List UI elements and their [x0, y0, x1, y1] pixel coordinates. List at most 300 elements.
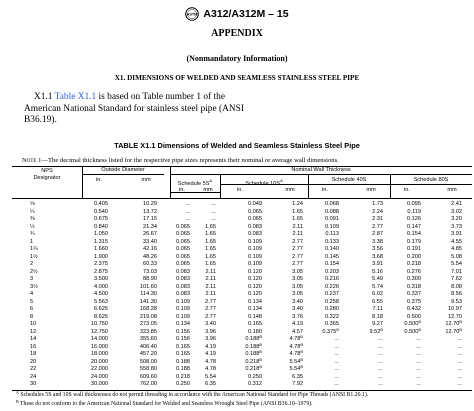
cell-value: 5.54	[205, 373, 216, 380]
cell-value: 22.000	[90, 366, 108, 372]
cell-value: 3.76	[292, 313, 303, 320]
cell-od-in	[94, 231, 108, 239]
cell-value: 762.00	[139, 381, 157, 387]
cell-nps	[30, 351, 36, 359]
table-row	[0, 326, 474, 337]
cell-value: 0.154	[325, 261, 339, 267]
cell-value: ...	[457, 373, 462, 380]
cell-value: 3.40	[292, 306, 303, 312]
table-row	[0, 366, 474, 374]
cell-s10-mm	[292, 314, 303, 322]
cell-s40-mm	[378, 344, 383, 352]
cell-value: 355.60	[139, 336, 157, 342]
cell-s40-mm	[378, 366, 383, 374]
cell-value: 0.200	[407, 253, 421, 260]
table-header-bottom-rule	[12, 198, 472, 199]
cell-s5-mm	[205, 306, 216, 314]
cell-value: 0.120	[248, 291, 262, 297]
cell-value: ...	[334, 343, 339, 350]
cell-s5-mm	[205, 374, 216, 382]
cell-value: 0.134	[176, 321, 190, 327]
cell-value: 42.16	[143, 246, 157, 252]
cell-s80-in	[404, 326, 421, 337]
cell-s80-mm	[457, 366, 462, 374]
cell-s80-in	[416, 359, 421, 367]
cell-value: 2.77	[292, 261, 303, 267]
cell-od-in	[94, 269, 108, 277]
cell-value: 3.56	[372, 246, 383, 252]
header-divider-5	[390, 174, 391, 198]
cell-value: 10.750	[90, 321, 108, 327]
table-row	[0, 374, 474, 382]
cell-value: 3.91	[451, 231, 462, 237]
paragraph-line2: American National Standard for stainless steel pipe (ANSI	[24, 103, 244, 114]
cell-s40-in	[325, 231, 339, 239]
cell-s10-mm	[292, 321, 303, 329]
cell-value: 2.77	[205, 306, 216, 312]
cell-value: 0.109	[248, 253, 262, 260]
cell-value: 0.191	[407, 246, 421, 252]
cell-s40-mm	[372, 299, 383, 307]
cell-value: 0.083	[248, 231, 262, 237]
cell-value: ...	[378, 343, 383, 350]
cell-od-mm	[140, 336, 157, 344]
cell-value: 2.11	[292, 231, 303, 237]
cell-value: 4	[30, 291, 34, 297]
cell-value: 6.55	[372, 298, 383, 305]
footnote-ref: B	[259, 341, 262, 347]
cell-value: 0.065	[176, 261, 190, 267]
cell-s10-mm	[292, 239, 303, 247]
cell-value: 0.120	[248, 268, 262, 275]
cell-s40-mm	[372, 224, 383, 232]
cell-value: 6.35	[292, 373, 303, 380]
cell-value: 0.165	[176, 343, 190, 350]
cell-s40-mm	[372, 239, 383, 247]
cell-nps	[30, 374, 36, 382]
cell-s5-mm	[205, 329, 216, 337]
cell-value: 6.625	[94, 306, 108, 312]
table-row	[0, 231, 474, 239]
cell-s5-in	[176, 284, 190, 292]
footnote-ref: B	[259, 334, 262, 339]
cell-s5-in	[176, 231, 190, 239]
cell-s40-mm	[378, 351, 383, 359]
cell-s10-mm	[293, 231, 303, 239]
cell-value: 5.08	[451, 253, 462, 260]
cell-value: 0.109	[176, 306, 190, 312]
cell-value: 3.02	[451, 208, 462, 215]
header-divider-4	[308, 174, 309, 198]
cell-value: 17.15	[143, 216, 157, 222]
cell-s80-mm	[451, 246, 462, 254]
cell-s40-mm	[378, 359, 383, 367]
cell-s40-in	[334, 336, 339, 344]
cell-value: 0.156	[176, 328, 190, 335]
cell-value: 0.500	[404, 321, 419, 327]
table-row	[0, 216, 474, 224]
cell-value: 0.065	[248, 216, 262, 222]
cell-value: 3.96	[205, 336, 216, 342]
cell-s10-in	[248, 269, 262, 277]
cell-value: 4.78	[205, 358, 216, 365]
cell-s80-in	[416, 366, 421, 374]
cell-value: 8	[30, 313, 34, 320]
cell-s10-mm	[292, 246, 303, 254]
footnote-a	[16, 392, 368, 398]
cell-nps	[30, 216, 35, 224]
cell-value: ...	[334, 358, 339, 365]
cell-nps	[30, 284, 38, 292]
cell-s80-in	[407, 284, 421, 292]
cell-value: ¼	[30, 208, 35, 215]
cell-value: 0.109	[248, 246, 262, 252]
cell-value: 4.57	[292, 328, 303, 335]
cell-s40-in	[334, 344, 339, 352]
cell-s40-in	[325, 299, 339, 307]
cell-value: 0.120	[248, 276, 262, 282]
cell-value: 2.77	[292, 253, 303, 260]
cell-s80-in	[416, 351, 421, 359]
unit-s40-mm: mm	[366, 187, 376, 193]
cell-value: 3.20	[451, 216, 462, 222]
cell-value: 18	[30, 351, 37, 357]
cell-nps	[30, 291, 33, 299]
cell-value: 1.65	[205, 261, 216, 267]
cell-value: 4.19	[292, 321, 303, 327]
cell-s40-mm	[372, 231, 383, 239]
cell-value: 2½	[30, 268, 38, 275]
cell-s5-in	[176, 336, 190, 344]
cell-value: 0.133	[325, 238, 339, 245]
cell-value: ...	[378, 336, 383, 342]
cell-value: 0.258	[325, 298, 339, 305]
cell-od-mm	[143, 209, 157, 217]
cell-value: 3.500	[94, 276, 108, 282]
cell-s10-in	[245, 366, 262, 374]
cell-value: 0.156	[176, 336, 190, 342]
cell-value: 4.78	[289, 336, 301, 342]
cell-value: 0.083	[176, 276, 190, 282]
cell-s80-mm	[457, 359, 462, 367]
cell-s5-mm	[205, 366, 216, 374]
cell-value: 0.126	[407, 216, 421, 222]
cell-value: 0.134	[248, 306, 262, 312]
unit-s5-mm: mm	[203, 187, 213, 193]
cell-od-in	[94, 209, 108, 217]
cell-s80-in	[407, 306, 421, 314]
cell-value: 0.083	[248, 223, 262, 230]
cell-od-in	[91, 351, 108, 359]
cell-s80-mm	[451, 209, 462, 217]
footnote-ref: B	[418, 326, 421, 332]
cell-value: 4.55	[451, 238, 462, 245]
header-schedule-80s: Schedule 80S	[413, 177, 449, 183]
cell-s40-in	[334, 366, 339, 374]
cell-s5-mm	[206, 284, 216, 292]
cell-value: 6.02	[372, 291, 383, 297]
cell-s40-mm	[372, 246, 383, 254]
paragraph-line1-text: is based on Table number 1 of the	[96, 92, 226, 102]
cell-value: 4.78	[289, 351, 301, 357]
table-x1-1-link[interactable]: Table X1.1	[54, 92, 97, 102]
cell-value: 1.65	[205, 231, 216, 237]
cell-value: 21.34	[143, 223, 157, 230]
nonmandatory-subtitle: (Nonmandatory Information)	[186, 54, 288, 63]
cell-value: 0.083	[176, 291, 190, 297]
cell-nps	[30, 224, 35, 232]
cell-value: 0.109	[325, 223, 339, 230]
cell-value: 0.068	[325, 201, 339, 207]
cell-od-mm	[143, 246, 157, 254]
cell-s40-mm	[372, 216, 383, 224]
cell-value: 14	[30, 336, 37, 342]
cell-value: 0.218	[245, 366, 260, 372]
cell-s40-in	[322, 326, 339, 337]
cell-value: 10.29	[143, 201, 157, 207]
cell-s80-in	[416, 336, 421, 344]
cell-value: 0.218	[407, 261, 421, 267]
table-row	[0, 291, 474, 299]
cell-value: 5.49	[372, 276, 383, 282]
cell-value: 0.095	[407, 201, 421, 207]
cell-value: 30.000	[90, 381, 108, 387]
cell-s40-mm	[372, 254, 383, 262]
cell-nps	[30, 344, 36, 352]
cell-od-mm	[143, 254, 157, 262]
cell-value: 9.27	[372, 321, 383, 327]
cell-value: 0.375	[322, 328, 337, 335]
cell-value: ...	[416, 336, 421, 342]
cell-value: 3.96	[205, 328, 216, 335]
footnote-ref: B	[459, 326, 462, 332]
header-divider-1	[82, 166, 83, 198]
cell-s5-mm	[205, 359, 216, 367]
cell-s80-mm	[451, 284, 462, 292]
cell-value: ¾	[30, 231, 35, 237]
cell-value: 2.11	[292, 223, 303, 230]
cell-nps	[30, 336, 36, 344]
cell-value: 2.87	[372, 231, 383, 237]
cell-od-in	[94, 224, 108, 232]
table-row	[0, 314, 474, 322]
cell-value: 0.113	[325, 231, 339, 237]
cell-value: 323.85	[139, 328, 157, 335]
appendix-title: APPENDIX	[211, 28, 263, 39]
cell-od-in	[94, 216, 108, 224]
cell-s80-mm	[451, 261, 462, 269]
cell-value: 457.20	[139, 351, 157, 357]
cell-value: 0.318	[407, 283, 421, 290]
cell-value: ...	[185, 201, 190, 207]
cell-s10-mm	[292, 284, 303, 292]
cell-value: ...	[334, 381, 339, 387]
cell-value: 0.250	[176, 381, 190, 387]
svg-text:ASTM: ASTM	[187, 12, 198, 17]
header-nominal-wall: Nominal Wall Thickness	[291, 167, 351, 173]
cell-value: 1.65	[205, 253, 216, 260]
cell-s40-in	[325, 246, 339, 254]
footnote-ref: B	[336, 326, 339, 332]
cell-s40-mm	[373, 306, 383, 314]
footnote-ref: B	[300, 364, 303, 369]
cell-s80-in	[407, 201, 421, 209]
cell-value: 1	[30, 238, 34, 245]
cell-value: 0.312	[248, 381, 262, 387]
cell-value: 3.38	[372, 238, 383, 245]
cell-value: 5.54	[451, 261, 462, 267]
cell-value: 0.140	[325, 246, 339, 252]
cell-nps	[30, 269, 38, 277]
cell-s40-in	[334, 359, 339, 367]
table-row	[0, 351, 474, 359]
cell-value: 5.54	[289, 358, 301, 365]
cell-s10-in	[248, 224, 262, 232]
cell-value: 168.28	[139, 306, 157, 312]
cell-s40-mm	[378, 336, 383, 344]
footnote-a-text: Schedules 5S and 10S wall thicknesses do not permit threading in accordance with the American National Standard for Pipe Threads (ANSI B1.20.1).	[18, 392, 369, 398]
cell-s10-in	[248, 299, 262, 307]
cell-value: 0.188	[245, 343, 260, 350]
footnote-b-text: These do not conform to the American National Standard for Welded and Seamless Wrought Steel Pipe (ANSI B36.10–1979).	[18, 401, 313, 407]
cell-s80-in	[407, 276, 421, 284]
footnote-ref: B	[300, 356, 303, 362]
cell-s40-mm	[372, 201, 383, 209]
note-label: Note	[22, 157, 37, 164]
cell-s80-mm	[451, 239, 462, 247]
cell-value: 273.05	[139, 321, 157, 327]
cell-value: 609.60	[139, 373, 157, 380]
cell-value: 9.53	[451, 298, 462, 305]
cell-value: ...	[457, 336, 462, 342]
footnote-ref: B	[259, 356, 262, 362]
cell-s40-in	[325, 291, 339, 299]
cell-s80-in	[407, 269, 421, 277]
cell-value: ...	[211, 201, 216, 207]
cell-value: 0.188	[245, 351, 260, 357]
cell-value: 4.78	[205, 366, 216, 372]
cell-value: ⅛	[30, 201, 35, 207]
cell-value: 12.750	[90, 328, 108, 335]
cell-od-mm	[140, 314, 157, 322]
cell-value: 4.85	[451, 246, 462, 252]
cell-s10-mm	[292, 201, 303, 209]
cell-value: 0.154	[407, 231, 421, 237]
cell-value: 4.78	[289, 343, 301, 350]
cell-value: 4.000	[94, 283, 108, 290]
cell-s80-mm	[457, 344, 462, 352]
cell-value: 2.11	[205, 276, 216, 282]
cell-value: 0.280	[325, 306, 339, 312]
header-divider-3	[220, 174, 221, 198]
cell-nps	[30, 329, 36, 337]
cell-s40-mm	[372, 261, 383, 269]
cell-s5-in	[176, 261, 190, 269]
footnote-ref: B	[380, 326, 383, 332]
cell-value: ...	[378, 381, 383, 387]
cell-value: 0.119	[407, 208, 421, 215]
cell-s10-in	[248, 374, 262, 382]
cell-od-in	[91, 329, 108, 337]
cell-value: ...	[185, 208, 190, 215]
cell-nps	[30, 246, 38, 254]
cell-value: 1.24	[292, 201, 303, 207]
header-schedule-5s-label: Schedule 5S	[177, 180, 210, 187]
unit-od-in: in.	[96, 177, 102, 183]
cell-od-mm	[140, 291, 157, 299]
cell-value: 8.56	[451, 291, 462, 297]
cell-value: 0.083	[176, 283, 190, 290]
footnote-a-mark: A	[16, 390, 19, 395]
cell-s40-in	[325, 239, 339, 247]
cell-value: 0.065	[248, 208, 262, 215]
cell-s40-mm	[372, 284, 383, 292]
cell-value: ...	[211, 216, 216, 222]
cell-value: 9.52	[369, 328, 381, 335]
cell-s10-mm	[292, 209, 303, 217]
cell-value: 2.11	[205, 268, 216, 275]
cell-od-in	[91, 374, 108, 382]
paragraph-line3: B36.19).	[24, 115, 57, 126]
cell-value: ...	[211, 208, 216, 215]
cell-value: 0.405	[94, 201, 108, 207]
cell-value: ...	[457, 343, 462, 350]
cell-value: 2.77	[205, 298, 216, 305]
cell-value: 0.179	[407, 238, 421, 245]
cell-value: 2.77	[292, 238, 303, 245]
cell-nps	[30, 381, 36, 389]
cell-nps	[30, 261, 33, 269]
cell-nps	[30, 306, 33, 314]
cell-nps	[30, 299, 33, 307]
cell-od-in	[91, 321, 108, 329]
cell-value: 219.08	[139, 313, 157, 320]
cell-value: 2.31	[372, 216, 383, 222]
cell-value: 0.840	[94, 223, 108, 230]
cell-s80-mm	[451, 216, 462, 224]
cell-value: 12.70	[445, 328, 460, 335]
cell-s80-in	[407, 224, 421, 232]
cell-value: 5.54	[289, 366, 301, 372]
cell-value: ...	[378, 351, 383, 357]
footnote-b	[16, 401, 313, 407]
cell-od-in	[94, 239, 108, 247]
cell-s80-mm	[457, 381, 462, 389]
cell-value: 10	[30, 321, 37, 327]
cell-od-in	[91, 381, 108, 389]
footnote-ref: B	[300, 349, 303, 354]
cell-s40-mm	[372, 291, 383, 299]
table-row	[0, 254, 474, 262]
cell-s40-in	[325, 216, 339, 224]
cell-value: 4.19	[205, 343, 216, 350]
cell-s5-in	[176, 314, 190, 322]
cell-s5-in	[176, 306, 190, 314]
table-row	[0, 356, 474, 367]
cell-s5-mm	[205, 321, 216, 329]
cell-s10-mm	[292, 299, 303, 307]
cell-value: 12.70	[448, 313, 462, 320]
cell-value: 24.000	[90, 373, 108, 380]
cell-od-in	[91, 344, 108, 352]
cell-s10-in	[248, 321, 262, 329]
cell-s80-mm	[448, 306, 462, 314]
cell-value: 0.337	[407, 291, 421, 297]
cell-value: 1.65	[205, 223, 216, 230]
cell-value: 6.35	[205, 381, 216, 387]
cell-s40-in	[325, 284, 339, 292]
cell-value: 0.065	[176, 238, 190, 245]
